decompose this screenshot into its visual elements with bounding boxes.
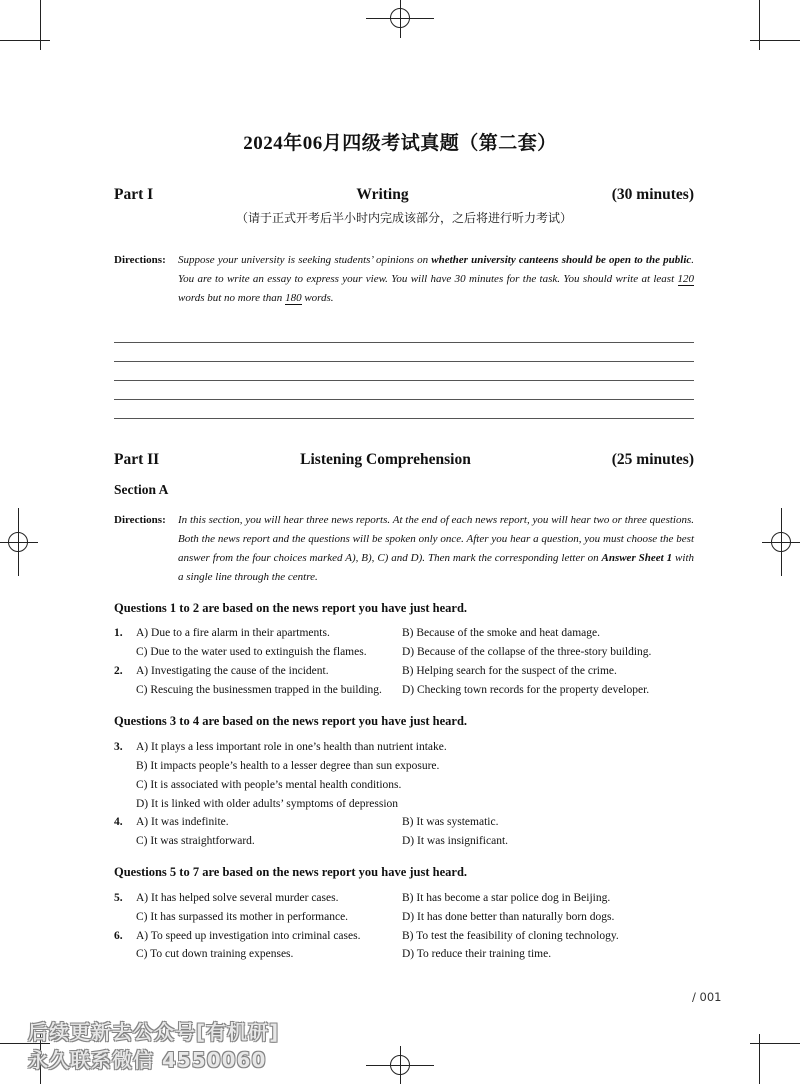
option-left: A) It was indefinite. [136, 816, 229, 828]
question-row [114, 776, 694, 795]
watermark-line-1: 后续更新去公众号[有机研] [28, 1020, 280, 1044]
option-left: C) It has surpassed its mother in performance. [136, 911, 349, 923]
part1-directions-text [178, 251, 694, 308]
question-group-heading: Questions 1 to 2 are based on the news report you have just heard. [114, 601, 468, 615]
max-words: 180 [285, 292, 302, 304]
part1-time: (30 minutes) [611, 186, 694, 203]
question-row [114, 757, 694, 776]
dir-text-1: Suppose your university is seeking students’ opinions on [178, 254, 432, 266]
section-title: Section A [114, 482, 169, 497]
option-right: D) To reduce their training time. [402, 948, 552, 960]
writing-line [114, 361, 694, 362]
question-number: 2. [114, 665, 123, 677]
option-left: A) It has helped solve several murder cases. [136, 892, 339, 904]
option-right: D) It was insignificant. [402, 835, 509, 847]
part1-note: （请于正式开考后半小时内完成该部分，之后将进行听力考试） [235, 211, 572, 225]
option-left: A) Investigating the cause of the incident. [136, 665, 329, 677]
question-row [114, 813, 694, 832]
option-left: C) Due to the water used to extinguish the flames. [136, 646, 367, 658]
option-left: A) It plays a less important role in one’s health than nutrient intake. [136, 741, 447, 753]
part1-directions [114, 251, 694, 308]
question-row [114, 681, 694, 700]
question-row [114, 624, 694, 643]
question-number: 1. [114, 627, 123, 639]
part2-time: (25 minutes) [611, 451, 694, 468]
option-right: B) It has become a star police dog in Beijing. [402, 892, 611, 904]
option-right: B) It was systematic. [402, 816, 499, 828]
dir-topic: whether university canteens should be open to the public [431, 254, 692, 266]
part2-directions-text [178, 511, 694, 587]
question-number: 3. [114, 741, 123, 753]
writing-line [114, 342, 694, 343]
answer-sheet-ref: Answer Sheet 1 [601, 552, 673, 564]
question-row [114, 945, 694, 964]
question-row [114, 889, 694, 908]
question-row [114, 832, 694, 851]
option-left: C) It was straightforward. [136, 835, 255, 847]
question-number: 4. [114, 816, 123, 828]
part2-directions-label: Directions: [114, 514, 166, 526]
option-right: B) To test the feasibility of cloning technology. [402, 930, 619, 942]
question-number: 6. [114, 930, 123, 942]
min-words: 120 [677, 273, 694, 285]
question-row [114, 662, 694, 681]
dir-text-2: . You are to write an essay to express your view. You will have 30 minutes for the task. You should write at least [178, 254, 695, 285]
option-right: D) It has done better than naturally born dogs. [402, 911, 615, 923]
option-left: A) Due to a fire alarm in their apartments. [136, 627, 330, 639]
dir2-text-2: with a single line through the centre. [178, 552, 694, 583]
option-left: C) Rescuing the businessmen trapped in the building. [136, 684, 382, 696]
question-number: 5. [114, 892, 123, 904]
option-left: C) To cut down training expenses. [136, 948, 294, 960]
option-left: A) To speed up investigation into criminal cases. [136, 930, 361, 942]
question-group-heading: Questions 3 to 4 are based on the news report you have just heard. [114, 714, 468, 728]
part2-directions [114, 511, 694, 587]
part1-header [114, 186, 694, 204]
option-left: B) It impacts people’s health to a lesser degree than sun exposure. [136, 760, 440, 772]
question-row [114, 738, 694, 757]
dir-text-4: words. [301, 292, 334, 304]
writing-line [114, 418, 694, 419]
document-title: 2024年06月四级考试真题（第二套） [243, 133, 557, 154]
question-row [114, 643, 694, 662]
writing-line [114, 399, 694, 400]
option-right: B) Because of the smoke and heat damage. [402, 627, 600, 639]
part1-label: Part I [114, 186, 154, 203]
writing-line [114, 380, 694, 381]
question-group-heading: Questions 5 to 7 are based on the news report you have just heard. [114, 865, 468, 879]
dir-text-3: words but no more than [178, 292, 286, 304]
option-right: D) Because of the collapse of the three-story building. [402, 646, 652, 658]
part1-name: Writing [356, 186, 409, 203]
part2-header [114, 451, 694, 469]
watermark-line-2: 永久联系微信 4550060 [28, 1048, 267, 1072]
option-right: B) Helping search for the suspect of the crime. [402, 665, 617, 677]
dir2-text-1: In this section, you will hear three news reports. At the end of each news report, you will hear two or three questions. Both the news report and the questions will be spoken only once. After you hear a question, you must choose the best answer from the four choices marked A), B), C) and D). Then mark the corresponding letter on [178, 514, 694, 564]
question-row [114, 795, 694, 814]
option-left: C) It is associated with people’s mental health conditions. [136, 779, 402, 791]
part2-name: Listening Comprehension [300, 451, 471, 468]
part2-label: Part II [114, 451, 160, 468]
part1-directions-label: Directions: [114, 254, 166, 266]
option-left: D) It is linked with older adults’ symptoms of depression [136, 798, 399, 810]
page-number: / 001 [692, 990, 722, 1004]
question-row [114, 908, 694, 927]
question-row [114, 927, 694, 946]
option-right: D) Checking town records for the property developer. [402, 684, 650, 696]
